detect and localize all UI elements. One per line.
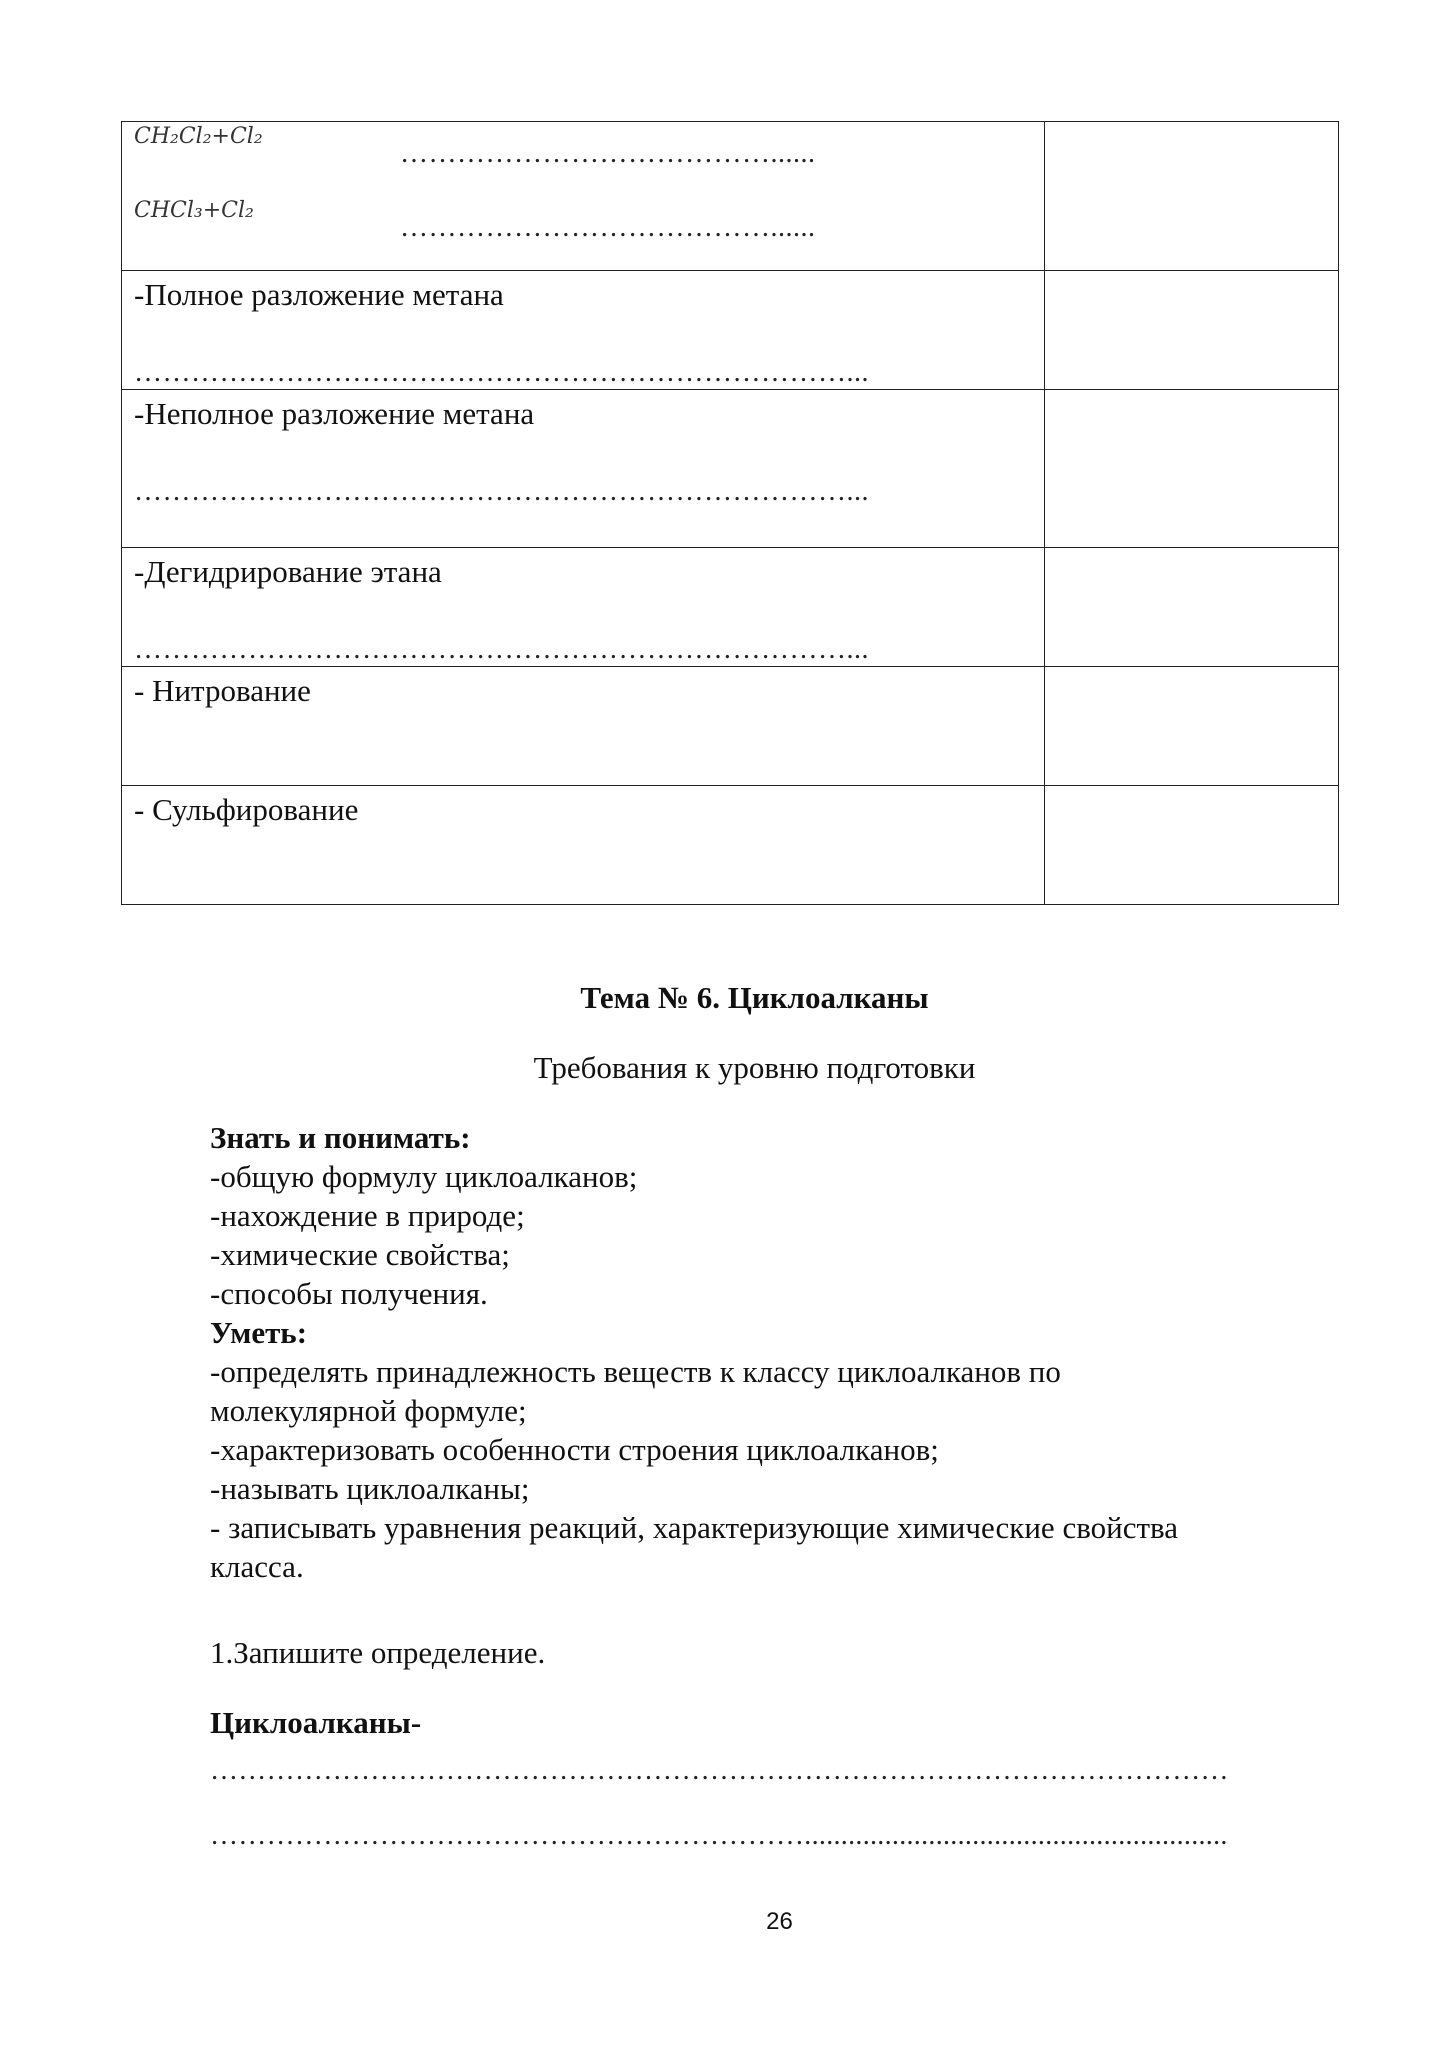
answer-cell[interactable] (1045, 122, 1339, 271)
term-label: Циклоалканы- (210, 1705, 422, 1740)
answer-line[interactable]: ……………………………………………………….......................................................... (210, 1820, 1228, 1851)
answer-dots: …………………………………………………………………... (134, 357, 869, 388)
table-row (122, 786, 1339, 905)
list-item: - записывать уравнения реакций, характеризующие химические свойства (210, 1510, 1179, 1545)
answer-dots: …………………………………………………………………... (134, 634, 869, 665)
answer-cell[interactable] (1045, 667, 1339, 786)
answer-cell[interactable] (1045, 390, 1339, 548)
list-item: класса. (210, 1549, 304, 1584)
reaction-cell (122, 390, 1045, 548)
table-row (122, 667, 1339, 786)
list-item: -характеризовать особенности строения циклоалканов; (210, 1432, 939, 1467)
reaction-cell (122, 271, 1045, 390)
reaction-cell (122, 786, 1045, 905)
list-item: молекулярной формуле; (210, 1393, 527, 1428)
answer-dots: …………………………………...... (400, 138, 816, 169)
list-item: -химические свойства; (210, 1237, 510, 1272)
list-item: -нахождение в природе; (210, 1198, 525, 1233)
table-row (122, 271, 1339, 390)
table-row (122, 122, 1339, 271)
answer-line[interactable]: ……………………………………………………………………………………………… (210, 1755, 1229, 1786)
formula-chcl3: CHCl₃+Cl₂ (134, 198, 254, 223)
answer-cell[interactable] (1045, 548, 1339, 667)
requirements-block (210, 1118, 1178, 1586)
list-item: -способы получения. (210, 1276, 488, 1311)
answer-dots: …………………………………………………………………... (134, 476, 869, 507)
reaction-label: -Полное разложение метана (134, 277, 504, 312)
table-row (122, 548, 1339, 667)
reaction-label: - Нитрование (134, 673, 311, 708)
reaction-cell (122, 548, 1045, 667)
answer-cell[interactable] (1045, 786, 1339, 905)
formula-ch2cl2: CH₂Cl₂+Cl₂ (134, 124, 263, 149)
reaction-label: - Сульфирование (134, 792, 359, 827)
reaction-label: -Неполное разложение метана (134, 396, 535, 431)
page-number: 26 (766, 1908, 793, 1935)
answer-cell[interactable] (1045, 271, 1339, 390)
list-item: -определять принадлежность веществ к классу циклоалканов по (210, 1354, 1061, 1389)
list-item: -общую формулу циклоалканов; (210, 1159, 638, 1194)
reaction-cell (122, 667, 1045, 786)
list-item: -называть циклоалканы; (210, 1471, 530, 1506)
reaction-cell (122, 122, 1045, 271)
can-heading: Уметь: (210, 1315, 308, 1350)
topic-title: Тема № 6. Циклоалканы (580, 980, 929, 1015)
task-instruction: 1.Запишите определение. (210, 1635, 546, 1670)
answer-dots: …………………………………...... (400, 212, 816, 243)
reaction-label: -Дегидрирование этана (134, 554, 442, 589)
table-row (122, 390, 1339, 548)
topic-subtitle: Требования к уровню подготовки (533, 1050, 976, 1085)
know-heading: Знать и понимать: (210, 1120, 471, 1155)
reactions-table (121, 121, 1339, 905)
